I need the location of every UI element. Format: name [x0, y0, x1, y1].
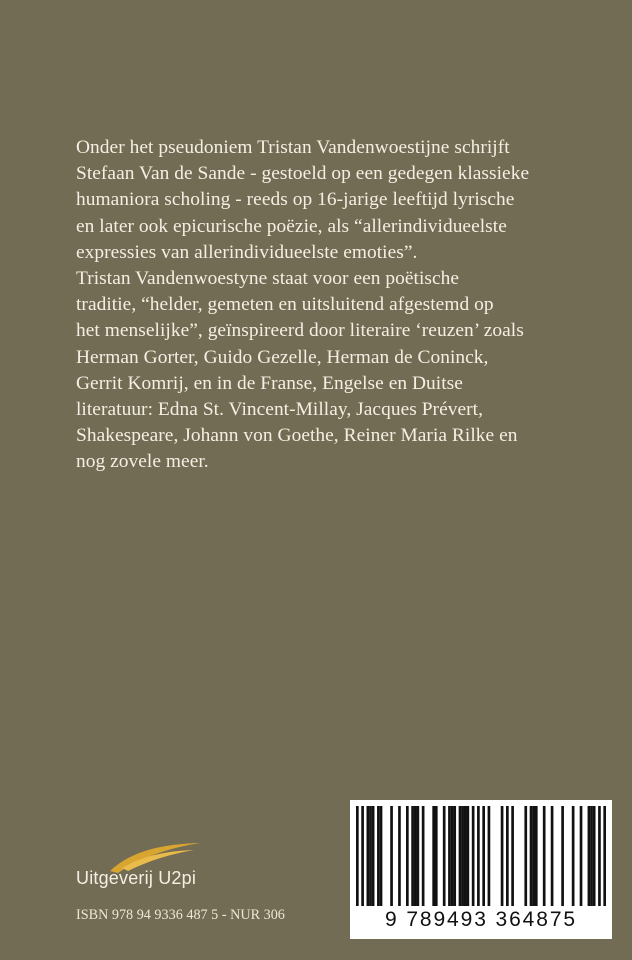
barcode-bars [356, 806, 606, 906]
blurb-text [76, 135, 596, 476]
barcode-bar [369, 806, 372, 906]
blurb-line: Stefaan Van de Sande - gestoeld op een gedegen klassieke [76, 163, 530, 185]
barcode-bar [572, 806, 575, 906]
barcode-bar [464, 806, 467, 906]
blurb-line: Shakespeare, Johann von Goethe, Reiner Maria Rilke en [76, 425, 518, 447]
barcode-bar [398, 806, 401, 906]
barcode-bar [448, 806, 451, 906]
barcode-bar [472, 806, 475, 906]
barcode-bar [356, 806, 359, 906]
barcode-bar [372, 806, 375, 906]
blurb-line: Gerrit Komrij, en in de Franse, Engelse en Duitse [76, 372, 463, 394]
barcode-bar [530, 806, 533, 906]
barcode-bar [561, 806, 564, 906]
barcode-digits: 9 789493 364875 [385, 908, 577, 931]
barcode-bar [524, 806, 527, 906]
barcode-bar [593, 806, 596, 906]
isbn-nur-line: ISBN 978 94 9336 487 5 - NUR 306 [76, 907, 285, 923]
barcode-bar [432, 806, 435, 906]
publisher-name: Uitgeverij U2pi [76, 868, 197, 888]
barcode-bar [551, 806, 554, 906]
publisher-logo [74, 838, 314, 898]
blurb-line: literatuur: Edna St. Vincent-Millay, Jacques Prévert, [76, 399, 483, 421]
blurb-line: en later ook epicurische poëzie, als “allerindividueelste [76, 215, 507, 237]
barcode-bar [535, 806, 538, 906]
barcode-bar [406, 806, 409, 906]
barcode-bar [453, 806, 456, 906]
blurb-line: expressies van allerindividueelste emoties”. [76, 241, 418, 263]
barcode-bar [417, 806, 420, 906]
barcode-bar [580, 806, 583, 906]
barcode-bar [467, 806, 470, 906]
blurb-line: traditie, “helder, gemeten en uitsluitend afgestemd op [76, 294, 494, 316]
barcode-bar [461, 806, 464, 906]
barcode-bar [414, 806, 417, 906]
barcode-bar [435, 806, 438, 906]
barcode-bar [501, 806, 504, 906]
barcode [350, 800, 612, 939]
barcode-bar [422, 806, 425, 906]
blurb-line: Tristan Vandenwoestyne staat voor een poëtische [76, 268, 460, 290]
barcode-bar [477, 806, 480, 906]
barcode-bar [451, 806, 454, 906]
barcode-bar [603, 806, 606, 906]
barcode-bar [443, 806, 446, 906]
barcode-bar [380, 806, 383, 906]
barcode-bar [390, 806, 393, 906]
barcode-bar [377, 806, 380, 906]
blurb-line: humaniora scholing - reeds op 16-jarige leeftijd lyrische [76, 189, 515, 211]
barcode-bar [598, 806, 601, 906]
blurb-line: Herman Gorter, Guido Gezelle, Herman de Coninck, [76, 346, 489, 368]
barcode-bar [488, 806, 491, 906]
barcode-bar [361, 806, 364, 906]
barcode-bar [543, 806, 546, 906]
blurb-line: nog zovele meer. [76, 451, 209, 473]
barcode-bar [590, 806, 593, 906]
barcode-bar [459, 806, 462, 906]
barcode-bar [532, 806, 535, 906]
blurb-line: het menselijke”, geïnspireerd door literaire ‘reuzen’ zoals [76, 320, 524, 342]
blurb-line: Onder het pseudoniem Tristan Vandenwoestijne schrijft [76, 137, 510, 158]
barcode-bar [367, 806, 370, 906]
barcode-bar [588, 806, 591, 906]
barcode-bar [482, 806, 485, 906]
barcode-bar [506, 806, 509, 906]
barcode-bar [411, 806, 414, 906]
barcode-bar [511, 806, 514, 906]
